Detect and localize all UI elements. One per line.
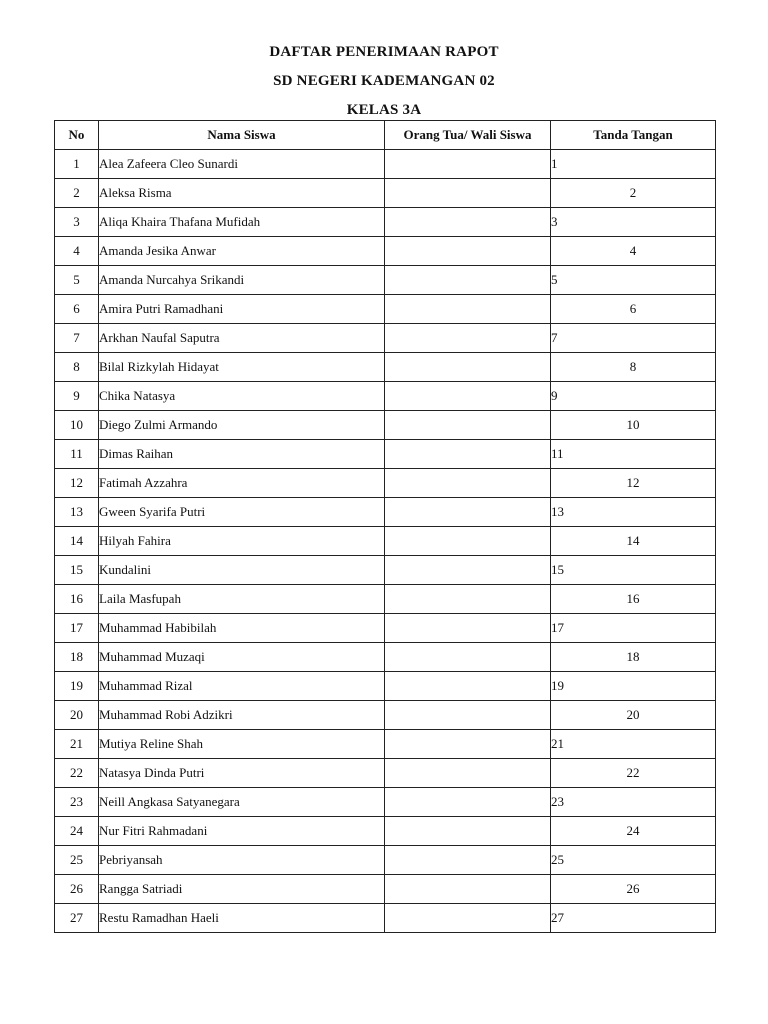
row-number: 11 — [55, 440, 99, 469]
table-row — [55, 614, 716, 643]
parent-name-cell — [385, 585, 551, 614]
signature-number: 17 — [551, 620, 564, 635]
row-number: 25 — [55, 846, 99, 875]
parent-name-cell — [385, 150, 551, 179]
signature-number: 4 — [629, 243, 637, 258]
student-name: Neill Angkasa Satyanegara — [99, 788, 385, 817]
parent-name-cell — [385, 237, 551, 266]
signature-cell — [551, 875, 716, 904]
parent-name-cell — [385, 904, 551, 933]
student-name: Arkhan Naufal Saputra — [99, 324, 385, 353]
row-number: 3 — [55, 208, 99, 237]
signature-cell — [551, 585, 716, 614]
signature-number: 14 — [626, 533, 640, 548]
signature-cell — [551, 672, 716, 701]
student-name: Restu Ramadhan Haeli — [99, 904, 385, 933]
table-row — [55, 759, 716, 788]
signature-cell — [551, 179, 716, 208]
table-row — [55, 498, 716, 527]
parent-name-cell — [385, 614, 551, 643]
signature-cell — [551, 469, 716, 498]
parent-name-cell — [385, 730, 551, 759]
row-number: 16 — [55, 585, 99, 614]
table-row — [55, 237, 716, 266]
signature-cell — [551, 817, 716, 846]
table-row — [55, 585, 716, 614]
student-name: Aleksa Risma — [99, 179, 385, 208]
table-row — [55, 730, 716, 759]
title-line-2: SD NEGERI KADEMANGAN 02 — [273, 73, 495, 89]
report-receipt-table — [54, 120, 716, 933]
student-name: Kundalini — [99, 556, 385, 585]
parent-name-cell — [385, 353, 551, 382]
signature-cell — [551, 788, 716, 817]
table-row — [55, 353, 716, 382]
student-name: Alea Zafeera Cleo Sunardi — [99, 150, 385, 179]
signature-number: 10 — [626, 417, 640, 432]
parent-name-cell — [385, 527, 551, 556]
table-row — [55, 295, 716, 324]
table-row — [55, 701, 716, 730]
signature-cell — [551, 904, 716, 933]
signature-number: 19 — [551, 678, 564, 693]
parent-name-cell — [385, 208, 551, 237]
student-name: Pebriyansah — [99, 846, 385, 875]
document-title — [0, 38, 768, 125]
table-row — [55, 411, 716, 440]
row-number: 24 — [55, 817, 99, 846]
student-name: Fatimah Azzahra — [99, 469, 385, 498]
signature-number: 15 — [551, 562, 564, 577]
parent-name-cell — [385, 875, 551, 904]
student-name: Aliqa Khaira Thafana Mufidah — [99, 208, 385, 237]
student-name: Nur Fitri Rahmadani — [99, 817, 385, 846]
row-number: 18 — [55, 643, 99, 672]
student-name: Muhammad Habibilah — [99, 614, 385, 643]
parent-name-cell — [385, 701, 551, 730]
student-name: Hilyah Fahira — [99, 527, 385, 556]
row-number: 14 — [55, 527, 99, 556]
student-name: Muhammad Robi Adzikri — [99, 701, 385, 730]
row-number: 20 — [55, 701, 99, 730]
table-row — [55, 846, 716, 875]
signature-cell — [551, 730, 716, 759]
signature-number: 24 — [626, 823, 640, 838]
student-name: Diego Zulmi Armando — [99, 411, 385, 440]
table-row — [55, 875, 716, 904]
signature-number: 20 — [626, 707, 640, 722]
row-number: 15 — [55, 556, 99, 585]
table-row — [55, 672, 716, 701]
row-number: 7 — [55, 324, 99, 353]
table-row — [55, 556, 716, 585]
parent-name-cell — [385, 672, 551, 701]
signature-cell — [551, 846, 716, 875]
parent-name-cell — [385, 324, 551, 353]
header-signature: Tanda Tangan — [551, 121, 716, 150]
row-number: 6 — [55, 295, 99, 324]
signature-cell — [551, 527, 716, 556]
header-student-name: Nama Siswa — [99, 121, 385, 150]
parent-name-cell — [385, 817, 551, 846]
table-row — [55, 527, 716, 556]
row-number: 22 — [55, 759, 99, 788]
table-header-row — [55, 121, 716, 150]
student-name: Amanda Jesika Anwar — [99, 237, 385, 266]
student-name: Amanda Nurcahya Srikandi — [99, 266, 385, 295]
parent-name-cell — [385, 469, 551, 498]
table-row — [55, 324, 716, 353]
signature-number: 21 — [551, 736, 564, 751]
parent-name-cell — [385, 759, 551, 788]
signature-cell — [551, 150, 716, 179]
student-name: Bilal Rizkylah Hidayat — [99, 353, 385, 382]
row-number: 10 — [55, 411, 99, 440]
signature-cell — [551, 208, 716, 237]
table-row — [55, 440, 716, 469]
signature-number: 7 — [551, 330, 558, 345]
parent-name-cell — [385, 266, 551, 295]
parent-name-cell — [385, 411, 551, 440]
row-number: 27 — [55, 904, 99, 933]
table-row — [55, 788, 716, 817]
row-number: 23 — [55, 788, 99, 817]
student-name: Dimas Raihan — [99, 440, 385, 469]
row-number: 17 — [55, 614, 99, 643]
student-name: Chika Natasya — [99, 382, 385, 411]
title-line-1: DAFTAR PENERIMAAN RAPOT — [269, 44, 499, 60]
parent-name-cell — [385, 440, 551, 469]
student-name: Gween Syarifa Putri — [99, 498, 385, 527]
row-number: 9 — [55, 382, 99, 411]
signature-cell — [551, 382, 716, 411]
header-parent: Orang Tua/ Wali Siswa — [385, 121, 551, 150]
row-number: 8 — [55, 353, 99, 382]
signature-cell — [551, 759, 716, 788]
table-row — [55, 817, 716, 846]
student-name: Muhammad Muzaqi — [99, 643, 385, 672]
row-number: 21 — [55, 730, 99, 759]
parent-name-cell — [385, 788, 551, 817]
signature-number: 22 — [626, 765, 640, 780]
signature-number: 16 — [626, 591, 640, 606]
student-name: Rangga Satriadi — [99, 875, 385, 904]
table-row — [55, 469, 716, 498]
row-number: 2 — [55, 179, 99, 208]
table-row — [55, 266, 716, 295]
signature-cell — [551, 324, 716, 353]
signature-cell — [551, 266, 716, 295]
signature-cell — [551, 556, 716, 585]
parent-name-cell — [385, 556, 551, 585]
row-number: 12 — [55, 469, 99, 498]
parent-name-cell — [385, 498, 551, 527]
signature-number: 3 — [551, 214, 558, 229]
parent-name-cell — [385, 295, 551, 324]
table-body — [55, 150, 716, 933]
signature-number: 25 — [551, 852, 564, 867]
signature-cell — [551, 237, 716, 266]
parent-name-cell — [385, 382, 551, 411]
signature-number: 2 — [629, 185, 637, 200]
signature-number: 5 — [551, 272, 558, 287]
table-row — [55, 904, 716, 933]
student-name: Mutiya Reline Shah — [99, 730, 385, 759]
signature-cell — [551, 295, 716, 324]
table-row — [55, 643, 716, 672]
signature-number: 18 — [626, 649, 640, 664]
signature-number: 6 — [629, 301, 637, 316]
title-line-3: KELAS 3A — [346, 102, 422, 118]
signature-cell — [551, 353, 716, 382]
signature-number: 12 — [626, 475, 640, 490]
signature-number: 9 — [551, 388, 558, 403]
signature-number: 8 — [629, 359, 637, 374]
row-number: 26 — [55, 875, 99, 904]
signature-cell — [551, 440, 716, 469]
signature-number: 1 — [551, 156, 558, 171]
student-name: Muhammad Rizal — [99, 672, 385, 701]
student-name: Amira Putri Ramadhani — [99, 295, 385, 324]
row-number: 13 — [55, 498, 99, 527]
parent-name-cell — [385, 643, 551, 672]
row-number: 1 — [55, 150, 99, 179]
signature-cell — [551, 498, 716, 527]
row-number: 4 — [55, 237, 99, 266]
signature-cell — [551, 701, 716, 730]
signature-number: 26 — [626, 881, 640, 896]
signature-number: 13 — [551, 504, 564, 519]
header-no: No — [55, 121, 99, 150]
signature-cell — [551, 614, 716, 643]
table-row — [55, 382, 716, 411]
table-row — [55, 150, 716, 179]
row-number: 19 — [55, 672, 99, 701]
student-name: Laila Masfupah — [99, 585, 385, 614]
table-row — [55, 208, 716, 237]
signature-number: 23 — [551, 794, 564, 809]
signature-number: 27 — [551, 910, 564, 925]
table-row — [55, 179, 716, 208]
signature-cell — [551, 643, 716, 672]
row-number: 5 — [55, 266, 99, 295]
parent-name-cell — [385, 846, 551, 875]
signature-number: 11 — [551, 446, 564, 461]
student-name: Natasya Dinda Putri — [99, 759, 385, 788]
parent-name-cell — [385, 179, 551, 208]
signature-cell — [551, 411, 716, 440]
